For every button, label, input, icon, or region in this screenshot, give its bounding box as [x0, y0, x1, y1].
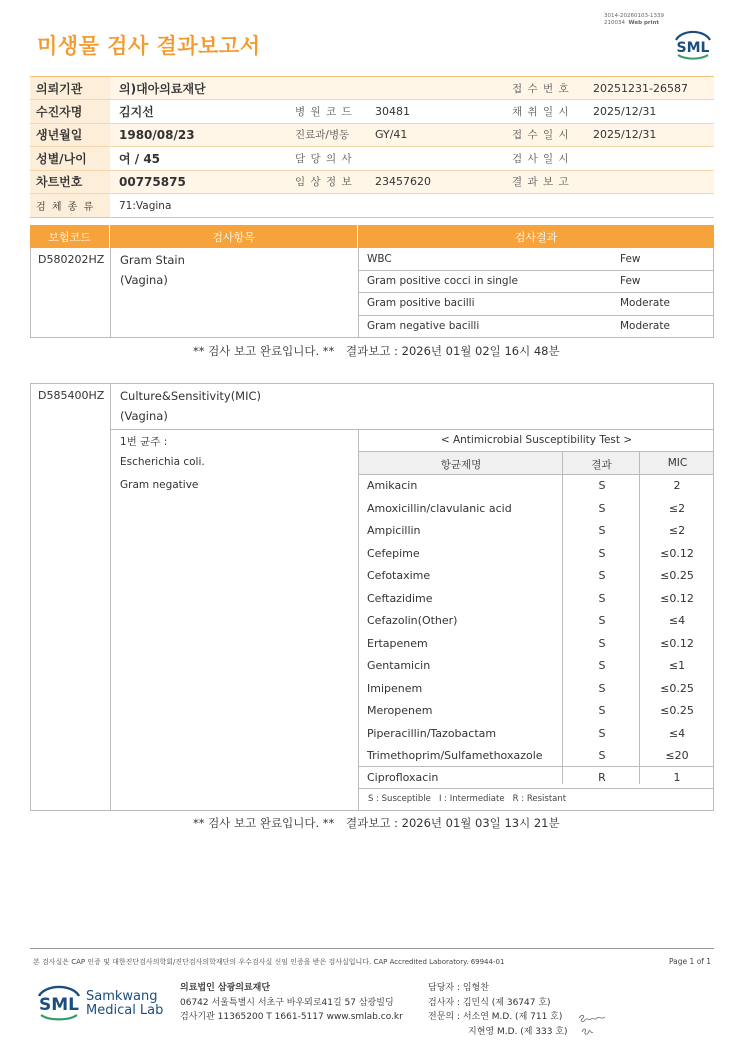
ast-legend: S : Susceptible I : Intermediate R : Resistant — [368, 794, 567, 804]
drug-mic: ≤0.12 — [660, 636, 694, 650]
hospital-code-value: 30481 — [375, 105, 410, 119]
info-row — [30, 147, 714, 170]
gram-type: Gram negative — [120, 479, 199, 491]
specialist: 지현영 M.D. (제 333 호) — [468, 1026, 568, 1037]
gram-name: Gram Stain — [120, 253, 185, 267]
drug-mic: ≤0.12 — [660, 591, 694, 605]
drug-result: S — [598, 704, 606, 717]
drug-name: Cefotaxime — [367, 569, 431, 582]
specialist: 전문의 : 서소연 M.D. (제 711 호) — [428, 1012, 563, 1022]
ast-row — [358, 632, 715, 655]
ast-row — [358, 722, 715, 745]
ast-row — [358, 587, 715, 610]
sex-age-value: 여 / 45 — [119, 151, 161, 166]
info-row — [30, 100, 714, 123]
ast-row — [358, 497, 715, 520]
drug-result: S — [598, 636, 606, 650]
drug-name: Ertapenem — [367, 636, 428, 650]
drug-mic: 2 — [673, 479, 681, 492]
drug-mic: ≤0.25 — [660, 681, 694, 695]
svg-text:SML: SML — [39, 995, 79, 1015]
drug-result: S — [598, 569, 606, 582]
patient-info-table — [30, 76, 714, 218]
receive-date-label: 접 수 일 시 — [512, 129, 570, 142]
footer-divider — [30, 948, 714, 949]
receipt-no-value: 20251231-26587 — [593, 81, 688, 95]
ast-title: < Antimicrobial Susceptibility Test > — [440, 434, 633, 446]
page-number: Page 1 of 1 — [669, 957, 712, 966]
report-title: 미생물 검사 결과보고서 — [37, 34, 261, 58]
drug-name: Imipenem — [367, 681, 423, 695]
samkwang-logo-icon — [34, 980, 84, 1024]
gram-result-name: WBC — [367, 253, 392, 265]
strain-label: 1번 균주 : — [120, 436, 168, 448]
report-label: 결 과 보 고 — [512, 176, 570, 189]
col-test-result: 검사결과 — [514, 230, 558, 244]
collect-date-value: 2025/12/31 — [593, 105, 657, 119]
ast-row — [358, 677, 715, 700]
gram-report-time: 결과보고 : 2026년 01월 02일 16시 48분 — [346, 344, 560, 358]
organism-name: Escherichia coli. — [120, 456, 205, 468]
info-row — [30, 171, 714, 194]
signature-image — [576, 1010, 610, 1040]
col-insurance-code: 보험코드 — [30, 225, 110, 248]
hospital-code-label: 병 원 코 드 — [295, 106, 353, 119]
gram-result-name: Gram positive cocci in single — [367, 275, 518, 287]
manager: 담당자 : 임형찬 — [428, 983, 489, 993]
svg-text:SML: SML — [676, 40, 710, 56]
col-test-item: 검사항목 — [110, 225, 358, 248]
ast-row — [358, 654, 715, 677]
drug-result: S — [598, 591, 606, 605]
ast-row — [358, 542, 715, 565]
samkwang-logo — [34, 980, 84, 1024]
drug-mic: ≤0.25 — [660, 569, 694, 582]
dept-label: 진료과/병동 — [295, 129, 350, 142]
name-value: 김지선 — [119, 105, 154, 120]
drug-result: S — [598, 659, 606, 672]
drug-result: S — [598, 614, 606, 627]
col-drug: 항균제명 — [440, 459, 482, 471]
name-label: 수진자명 — [30, 100, 110, 122]
gram-result-name: Gram negative bacilli — [367, 320, 480, 332]
tester: 검사자 : 김민식 (제 36747 호) — [428, 997, 551, 1008]
drug-name: Trimethoprim/Sulfamethoxazole — [367, 749, 543, 762]
ast-row — [358, 766, 715, 789]
drug-name: Amikacin — [367, 479, 418, 492]
drug-mic: ≤20 — [665, 749, 689, 762]
gram-specimen: (Vagina) — [120, 273, 168, 287]
gram-result-value: Few — [620, 275, 641, 287]
ast-row — [358, 744, 715, 767]
culture-complete-note: ** 검사 보고 완료입니다. ** — [193, 816, 335, 830]
culture-specimen: (Vagina) — [120, 409, 168, 423]
lab-name: Samkwang Medical Lab — [86, 989, 164, 1018]
info-row — [30, 124, 714, 147]
staff-info — [428, 981, 568, 1039]
drug-mic: 1 — [673, 771, 681, 784]
birth-label: 생년월일 — [30, 124, 110, 146]
sml-logo-icon — [672, 26, 714, 62]
sml-logo — [672, 26, 714, 62]
drug-result: S — [598, 726, 606, 740]
birth-value: 1980/08/23 — [119, 127, 195, 142]
drug-name: Ciprofloxacin — [367, 771, 439, 784]
ast-row — [358, 519, 715, 542]
info-row — [30, 77, 714, 100]
col-mic: MIC — [667, 457, 688, 469]
culture-name: Culture&Sensitivity(MIC) — [120, 389, 262, 403]
institution-label: 의뢰기관 — [30, 77, 110, 99]
culture-code: D585400HZ — [38, 389, 105, 402]
ast-row — [358, 564, 715, 587]
drug-result: S — [598, 479, 606, 492]
drug-name: Cefepime — [367, 546, 420, 560]
drug-name: Ampicillin — [367, 524, 421, 537]
sex-age-label: 성별/나이 — [30, 147, 110, 169]
drug-name: Ceftazidime — [367, 591, 433, 605]
collect-date-label: 채 취 일 시 — [512, 106, 570, 119]
drug-name: Gentamicin — [367, 659, 431, 672]
drug-result: S — [598, 749, 606, 762]
drug-mic: ≤1 — [668, 659, 686, 672]
accreditation-note: 본 검사실은 CAP 인증 및 대한진단검사의학회/진단검사의학재단의 우수검사실 신임 인증을 받은 검사실입니다. CAP Accredited Laboratory. 69944-01 — [33, 958, 505, 966]
drug-mic: ≤4 — [668, 614, 686, 627]
gram-result-name: Gram positive bacilli — [367, 297, 475, 309]
clinical-label: 임 상 정 보 — [295, 176, 353, 189]
col-result: 결과 — [591, 459, 612, 471]
drug-name: Cefazolin(Other) — [367, 614, 458, 627]
chart-label: 차트번호 — [30, 171, 110, 193]
document-code: 3014-20260103-1339 210034 Web print — [604, 13, 664, 26]
ast-row — [358, 699, 715, 722]
gram-code: D580202HZ — [38, 253, 105, 266]
drug-mic: ≤0.25 — [660, 704, 694, 717]
result-table-header — [30, 225, 714, 248]
drug-result: R — [598, 771, 606, 784]
chart-value: 00775875 — [119, 174, 186, 189]
drug-mic: ≤2 — [668, 501, 686, 515]
specimen-label: 검 체 종 류 — [30, 194, 110, 217]
info-row — [30, 194, 714, 217]
specimen-value: 71:Vagina — [119, 199, 172, 212]
drug-mic: ≤4 — [668, 726, 686, 740]
clinical-value: 23457620 — [375, 175, 431, 189]
gram-result-value: Moderate — [620, 297, 670, 309]
drug-result: S — [598, 546, 606, 560]
drug-result: S — [598, 501, 606, 515]
gram-stain-block — [30, 248, 714, 338]
ast-row — [358, 609, 715, 632]
drug-name: Amoxicillin/clavulanic acid — [367, 501, 512, 515]
drug-mic: ≤2 — [668, 524, 686, 537]
ast-column-header — [359, 452, 713, 474]
dept-value: GY/41 — [375, 128, 408, 142]
institution-value: 의)대아의료재단 — [119, 81, 206, 96]
doctor-label: 담 당 의 사 — [295, 152, 353, 165]
organization-info: 의료법인 삼광의료재단 06742 서울특별시 서초구 바우뫼로41길 57 삼광빌딩 검사기관 11365200 T 1661-5117 www.smlab.co.kr — [180, 983, 403, 1022]
gram-result-value: Moderate — [620, 320, 670, 332]
gram-result-value: Few — [620, 253, 641, 265]
drug-name: Piperacillin/Tazobactam — [367, 726, 497, 740]
drug-mic: ≤0.12 — [660, 546, 694, 560]
test-date-label: 검 사 일 시 — [512, 152, 570, 165]
culture-block — [30, 383, 714, 811]
drug-name: Meropenem — [367, 704, 433, 717]
signature-icon — [576, 1010, 610, 1040]
culture-report-time: 결과보고 : 2026년 01월 03일 13시 21분 — [346, 816, 560, 830]
drug-result: S — [598, 524, 606, 537]
receipt-no-label: 접 수 번 호 — [512, 82, 570, 95]
ast-row — [358, 474, 715, 497]
gram-complete-note: ** 검사 보고 완료입니다. ** — [193, 344, 335, 358]
drug-result: S — [598, 681, 606, 695]
receive-date-value: 2025/12/31 — [593, 128, 657, 142]
